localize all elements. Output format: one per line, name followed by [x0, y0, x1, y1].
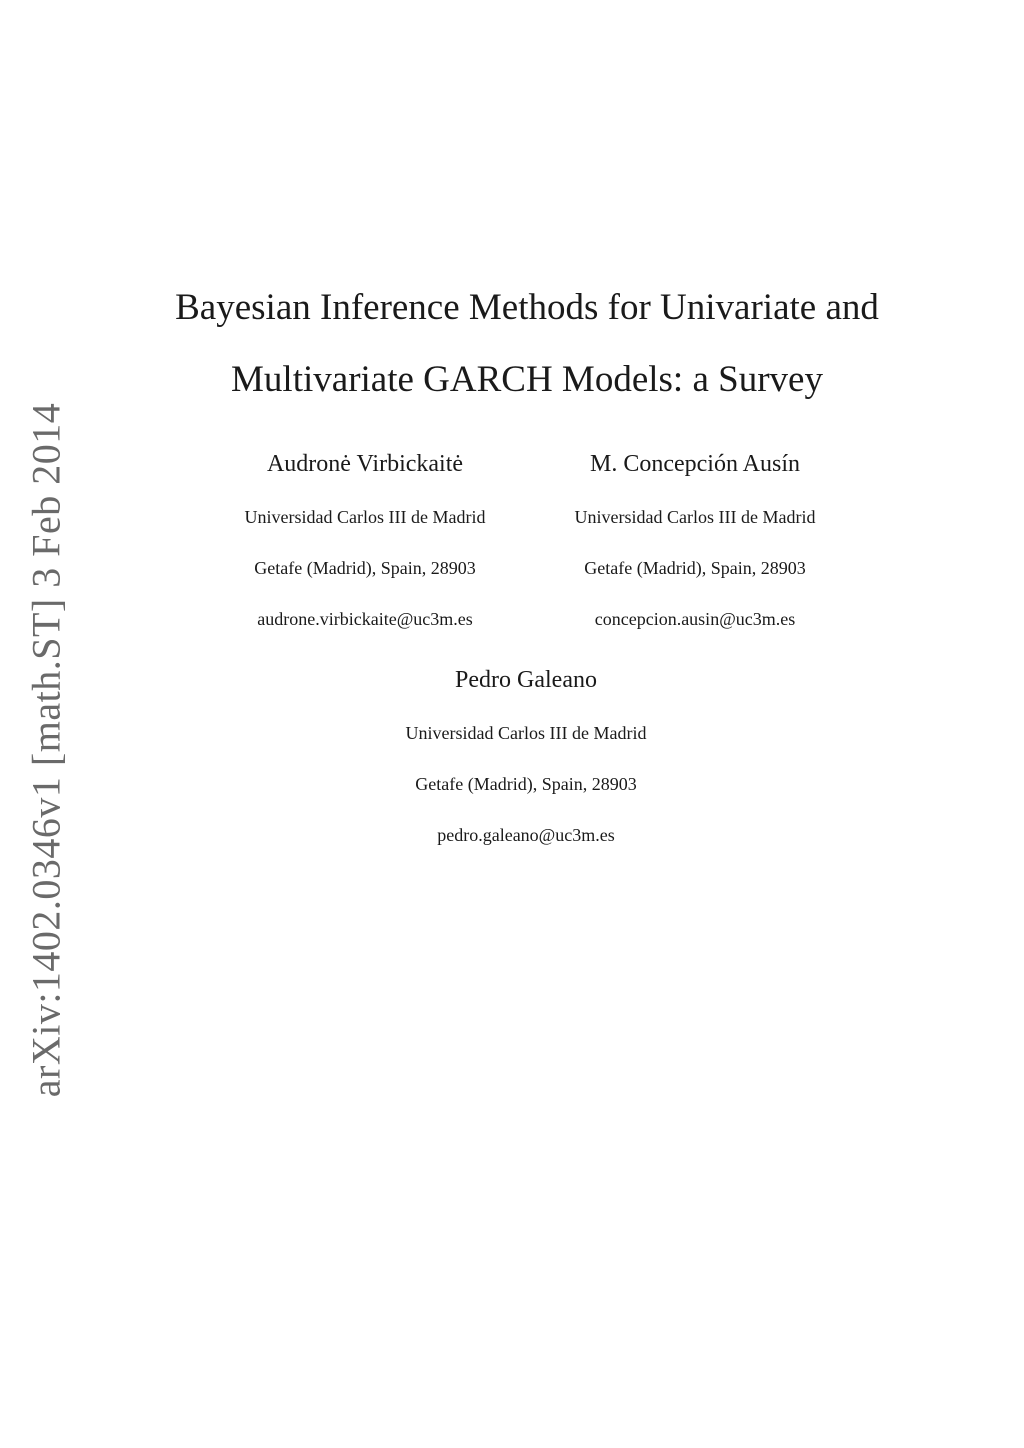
author-affiliation: Universidad Carlos III de Madrid	[244, 507, 486, 527]
author-email: concepcion.ausin@uc3m.es	[594, 609, 796, 629]
paper-title-line-2: Multivariate GARCH Models: a Survey	[231, 359, 823, 400]
author-affiliation: Universidad Carlos III de Madrid	[574, 507, 816, 527]
arxiv-identifier-stamp: arXiv:1402.0346v1 [math.ST] 3 Feb 2014	[23, 402, 69, 1098]
author-name: Audronė Virbickaitė	[266, 451, 464, 477]
author-address: Getafe (Madrid), Spain, 28903	[254, 558, 476, 578]
paper-title-line-1: Bayesian Inference Methods for Univariate and	[175, 287, 879, 328]
author-address: Getafe (Madrid), Spain, 28903	[415, 774, 637, 794]
author-email: audrone.virbickaite@uc3m.es	[257, 609, 473, 629]
author-email: pedro.galeano@uc3m.es	[437, 825, 615, 845]
author-block-ausin	[540, 450, 850, 630]
author-address: Getafe (Madrid), Spain, 28903	[584, 558, 806, 578]
author-name: Pedro Galeano	[455, 667, 597, 693]
author-name: M. Concepción Ausín	[590, 451, 800, 477]
author-block-virbickaite	[210, 450, 520, 630]
author-affiliation: Universidad Carlos III de Madrid	[405, 723, 647, 743]
author-block-galeano	[370, 666, 682, 846]
